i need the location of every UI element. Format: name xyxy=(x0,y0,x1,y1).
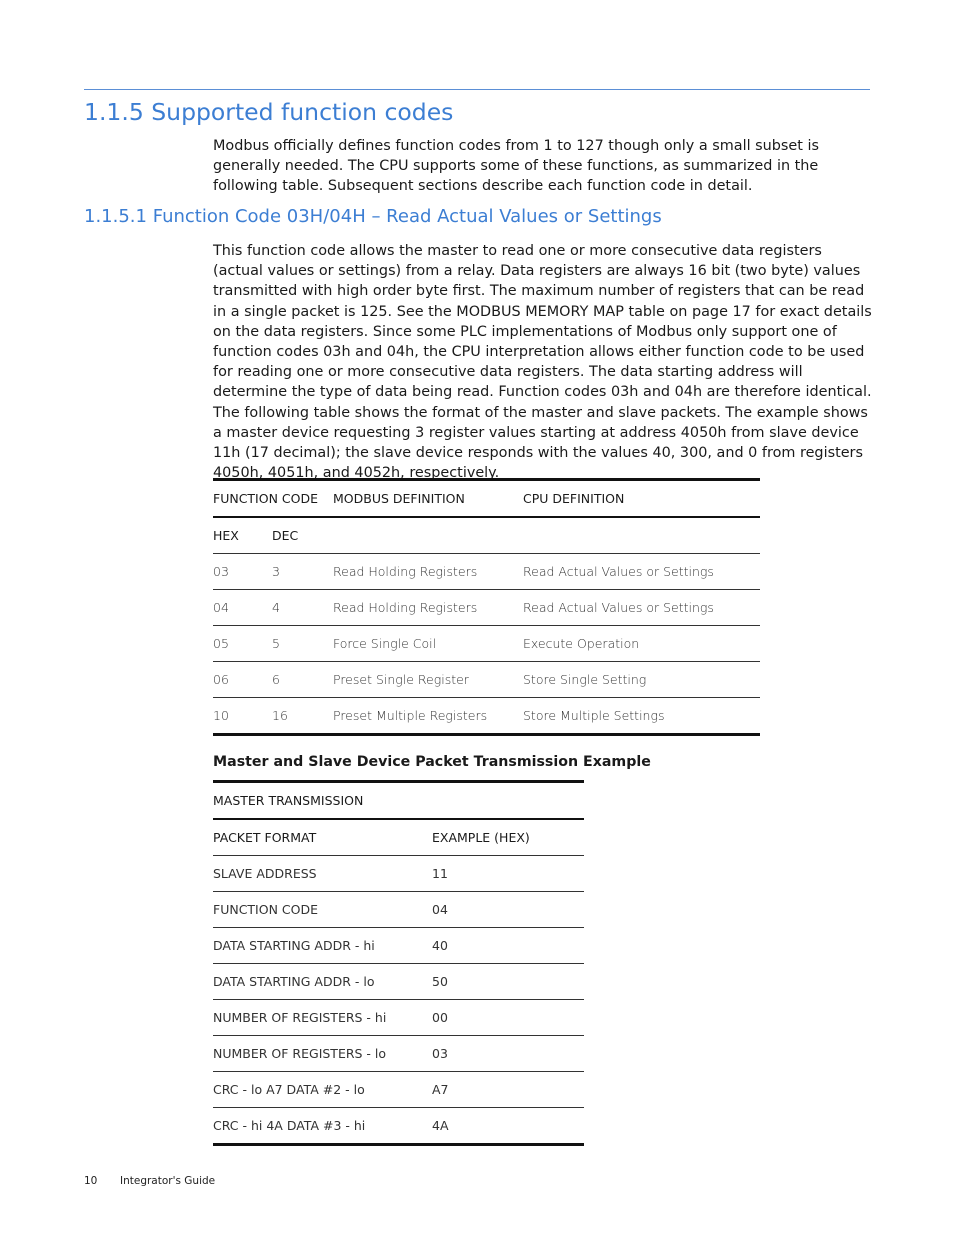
cell-value: 4A xyxy=(432,1118,449,1133)
table-header-row xyxy=(213,480,760,518)
table-header-row xyxy=(213,782,584,820)
table-row xyxy=(213,1108,584,1145)
cell-hex: 06 xyxy=(213,662,272,698)
function-code-table xyxy=(213,478,760,736)
table-row xyxy=(213,892,584,928)
packet-example-caption: Master and Slave Device Packet Transmission Example xyxy=(213,754,651,770)
cell-value: 03 xyxy=(432,1036,584,1072)
cell-modbus: Force Single Coil xyxy=(333,626,523,662)
footer-page-number: 10 xyxy=(84,1175,98,1187)
section-title: 1.1.5 Supported function codes xyxy=(84,98,454,126)
table-row xyxy=(213,554,760,590)
cell-modbus: Read Holding Registers xyxy=(333,590,523,626)
cell-format: DATA STARTING ADDR - hi xyxy=(213,928,432,964)
table-row xyxy=(213,698,760,735)
header-empty xyxy=(333,517,523,554)
table-row xyxy=(213,1072,584,1108)
subsection-title: 1.1.5.1 Function Code 03H/04H – Read Actual Values or Settings xyxy=(84,206,662,227)
table-row xyxy=(213,662,760,698)
table-row xyxy=(213,590,760,626)
header-packet-format: PACKET FORMAT xyxy=(213,819,432,856)
cell-hex: 03 xyxy=(213,554,272,590)
header-cpu-definition: CPU DEFINITION xyxy=(523,480,760,518)
cell-format: CRC - lo A7 DATA #2 - lo xyxy=(213,1072,432,1108)
table-row xyxy=(213,856,584,892)
cell-dec: 6 xyxy=(272,662,333,698)
cell-modbus: Preset Multiple Registers xyxy=(333,708,488,723)
cell-modbus: Read Holding Registers xyxy=(333,554,523,590)
cell-dec: 3 xyxy=(272,554,333,590)
cell-dec: 16 xyxy=(272,708,288,723)
packet-format-table xyxy=(213,780,584,1146)
cell-value: 11 xyxy=(432,856,584,892)
table-row xyxy=(213,964,584,1000)
header-hex: HEX xyxy=(213,517,272,554)
table-row xyxy=(213,1000,584,1036)
cell-format: DATA STARTING ADDR - lo xyxy=(213,964,432,1000)
cell-dec: 5 xyxy=(272,626,333,662)
top-rule xyxy=(84,89,870,90)
cell-value: 00 xyxy=(432,1000,584,1036)
cell-value: 04 xyxy=(432,892,584,928)
cell-format: FUNCTION CODE xyxy=(213,892,432,928)
section-intro: Modbus officially defines function codes from 1 to 127 though only a small subset is generally needed. The CPU supports some of these functions, as summarized in the following table. Subsequent sections describe each function code in detail. xyxy=(213,138,819,195)
cell-cpu: Execute Operation xyxy=(523,626,760,662)
cell-cpu: Read Actual Values or Settings xyxy=(523,590,760,626)
cell-format: SLAVE ADDRESS xyxy=(213,856,432,892)
header-modbus-definition: MODBUS DEFINITION xyxy=(333,480,523,518)
table-row xyxy=(213,626,760,662)
cell-value: A7 xyxy=(432,1072,584,1108)
table-subheader-row xyxy=(213,517,760,554)
cell-value: 50 xyxy=(432,964,584,1000)
cell-dec: 4 xyxy=(272,590,333,626)
cell-format: NUMBER OF REGISTERS - hi xyxy=(213,1000,432,1036)
cell-format: CRC - hi 4A DATA #3 - hi xyxy=(213,1118,366,1133)
subsection-body: This function code allows the master to read one or more consecutive data registers (actual values or settings) from a relay. Data registers are always 16 bit (two byte) values transmitted with high order byte first. The maximum number of registers that can be read in a single packet is 125. See the MODBUS MEMORY MAP table on page 17 for exact details on the data registers. Since some PLC implementations of Modbus only support one of function codes 03h and 04h, the CPU interpretation allows either function code to be used for reading one or more consecutive data registers. The data starting address will determine the type of data being read. Function codes 03h and 04h are therefore identical. The following table shows the format of the master and slave packets. The example shows a master device requesting 3 register values starting at address 4050h from slave device 11h (17 decimal); the slave device responds with the values 40, 300, and 0 from registers 4050h, 4051h, and 4052h, respectively. xyxy=(213,243,872,482)
header-function-code: FUNCTION CODE xyxy=(213,480,333,518)
cell-cpu: Read Actual Values or Settings xyxy=(523,554,760,590)
cell-hex: 05 xyxy=(213,626,272,662)
cell-hex: 10 xyxy=(213,708,229,723)
cell-cpu: Store Multiple Settings xyxy=(523,708,665,723)
header-dec: DEC xyxy=(272,517,333,554)
cell-hex: 04 xyxy=(213,590,272,626)
header-example-hex: EXAMPLE (HEX) xyxy=(432,819,584,856)
header-empty xyxy=(523,517,760,554)
cell-format: NUMBER OF REGISTERS - lo xyxy=(213,1036,432,1072)
table-row xyxy=(213,1036,584,1072)
cell-value: 40 xyxy=(432,928,584,964)
cell-cpu: Store Single Setting xyxy=(523,662,760,698)
cell-modbus: Preset Single Register xyxy=(333,662,523,698)
table-subheader-row xyxy=(213,819,584,856)
header-master-transmission: MASTER TRANSMISSION xyxy=(213,782,584,820)
footer-doc-title: Integrator's Guide xyxy=(120,1175,216,1187)
table-row xyxy=(213,928,584,964)
